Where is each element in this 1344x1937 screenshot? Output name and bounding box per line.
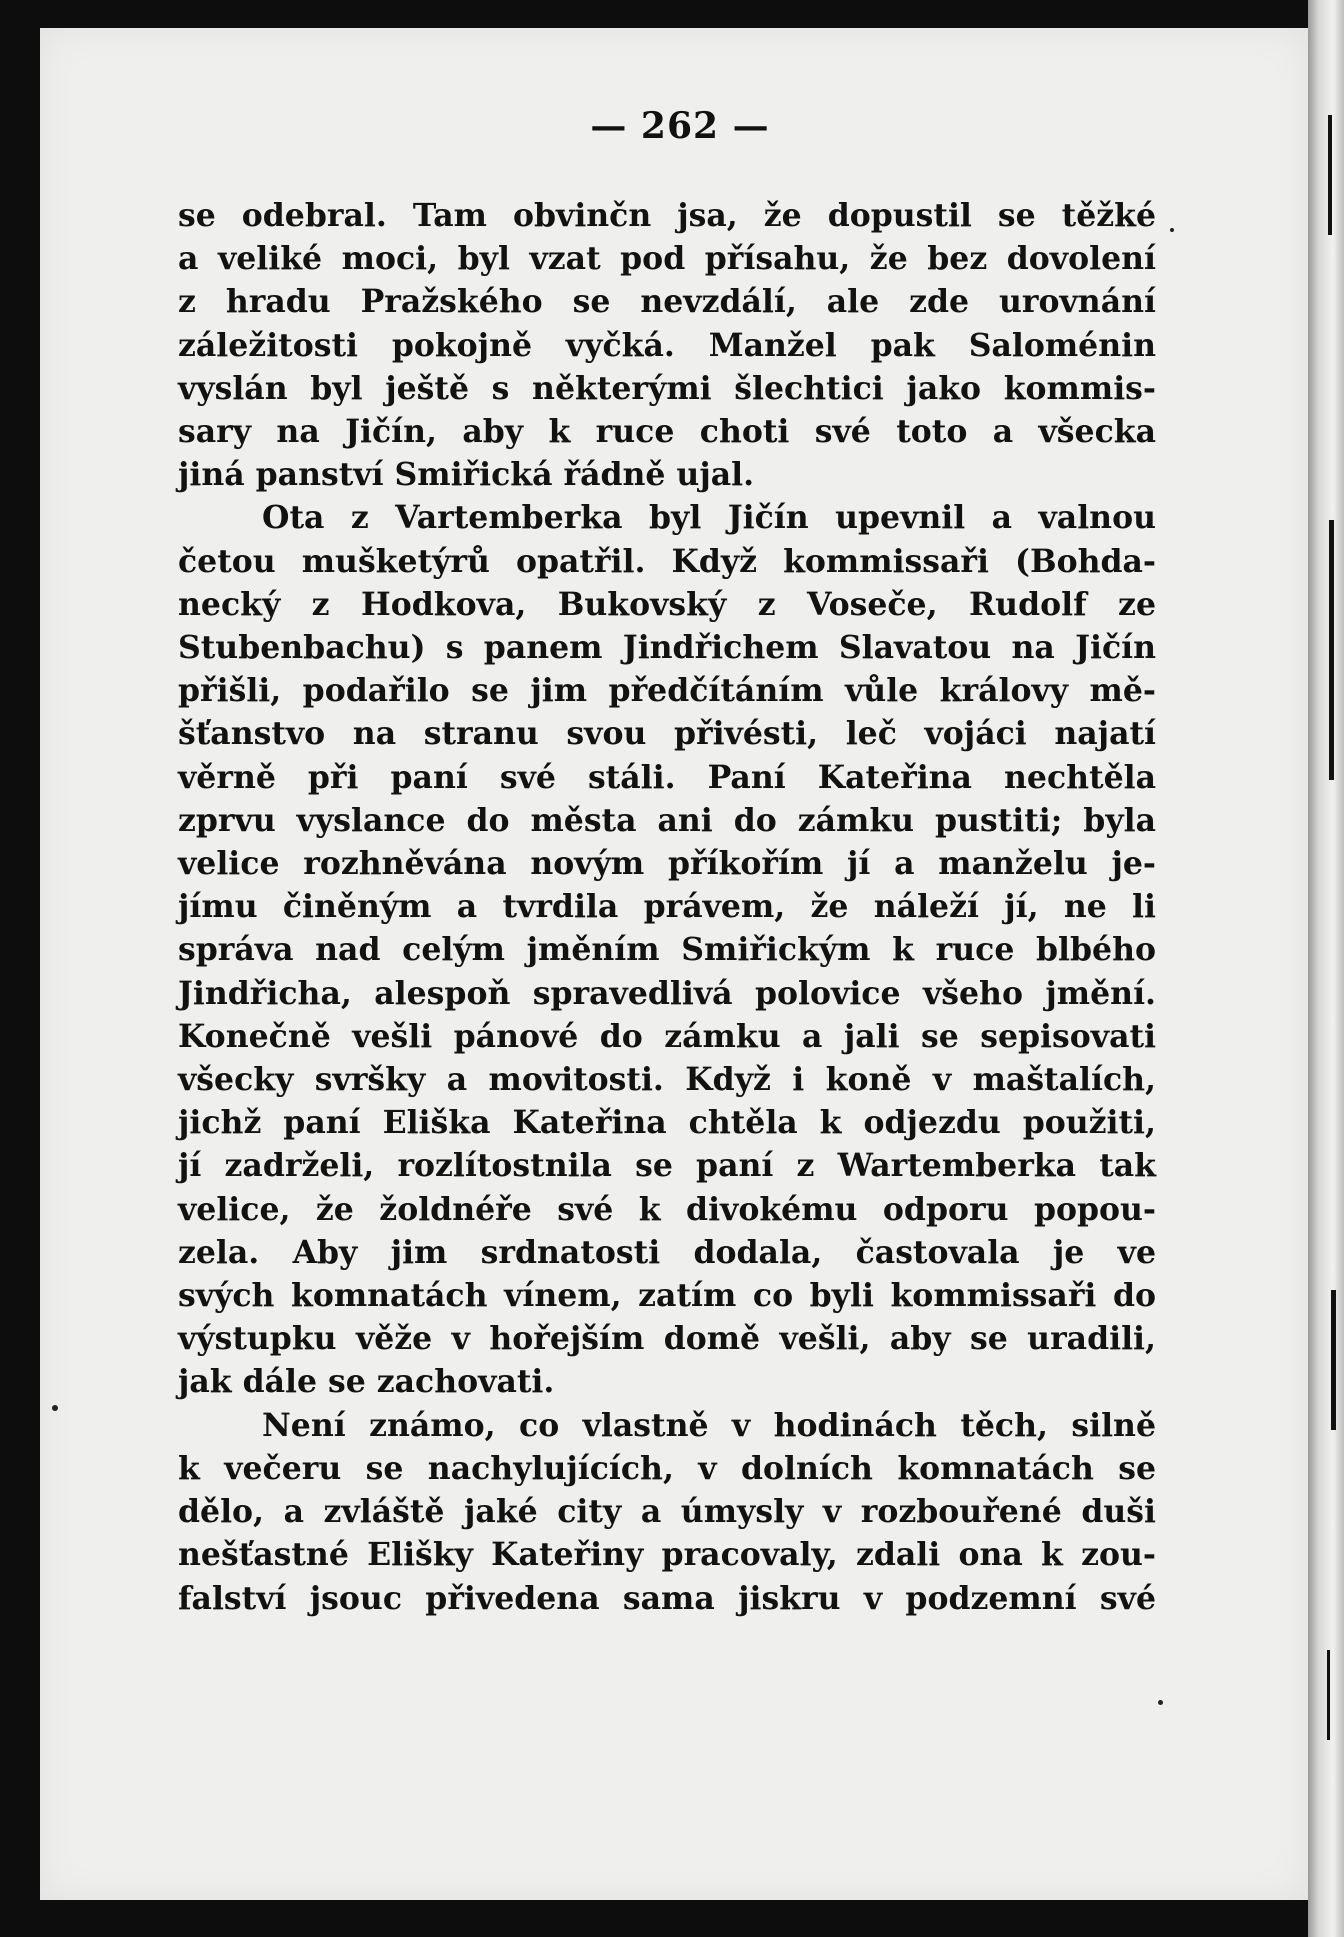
text-line: četou mušketýrů opatřil. Když kommissaři (Bohda- [178, 542, 1156, 580]
text-line: sary na Jičín, aby k ruce choti své toto a všecka [178, 413, 1156, 451]
page-number: — 262 — [590, 105, 770, 147]
text-line: věrně při paní své stáli. Paní Kateřina nechtěla [178, 758, 1156, 796]
text-line: zela. Aby jim srdnatosti dodala, častovala je ve [178, 1233, 1156, 1271]
text-line: šťanstvo na stranu svou přivésti, leč vojáci najatí [178, 715, 1156, 753]
dust-speck [1170, 228, 1174, 232]
edge-mark [1327, 1650, 1330, 1740]
text-line: Jindřicha, alespoň spravedlivá polovice všeho jmění. [178, 974, 1156, 1012]
text-line: velice rozhněvána novým příkořím jí a manželu je- [178, 845, 1156, 883]
text-line: správa nad celým jměním Smiřickým k ruce blbého [178, 931, 1156, 969]
text-line: výstupku věže v hořejším domě vešli, aby se uradili, [178, 1320, 1156, 1358]
text-line: jímu činěným a tvrdila právem, že náleží jí, ne li [178, 888, 1156, 926]
text-line: jak dále se zachovati. [178, 1363, 555, 1401]
text-line: Ota z Vartemberka byl Jičín upevnil a valnou [262, 499, 1156, 537]
paragraph [178, 194, 1156, 496]
text-line: záležitosti pokojně vyčká. Manžel pak Saloménin [178, 326, 1156, 364]
text-line: vyslán byl ještě s některými šlechtici jako kommis- [178, 369, 1156, 407]
text-line: a veliké moci, byl vzat pod přísahu, že bez dovolení [178, 240, 1156, 278]
paragraph [178, 1404, 1156, 1620]
text-line: nešťastné Elišky Kateřiny pracovaly, zdali ona k zou- [178, 1536, 1156, 1574]
text-line: dělo, a zvláště jaké city a úmysly v rozbouřené duši [178, 1493, 1156, 1531]
text-line: jí zadrželi, rozlítostnila se paní z Wartemberka tak [178, 1147, 1156, 1185]
edge-mark [1328, 115, 1332, 235]
paragraph [178, 496, 1156, 1403]
edge-mark [1331, 1290, 1336, 1430]
text-line: k večeru se nachylujících, v dolních komnatách se [178, 1449, 1156, 1487]
text-line: se odebral. Tam obvinčn jsa, že dopustil se těžké [178, 197, 1156, 234]
text-line: svých komnatách vínem, zatím co byli kommissaři do [178, 1277, 1156, 1315]
text-line: jiná panství Smiřická řádně ujal. [178, 456, 755, 494]
text-line: falství jsouc přivedena sama jiskru v podzemní své [178, 1579, 1156, 1617]
text-line: jichž paní Eliška Kateřina chtěla k odjezdu použiti, [178, 1104, 1156, 1142]
text-line: všecky svršky a movitosti. Když i koně v maštalích, [178, 1061, 1156, 1099]
text-line: Stubenbachu) s panem Jindřichem Slavatou na Jičín [178, 629, 1156, 667]
text-line: Konečně vešli pánové do zámku a jali se sepisovati [178, 1017, 1156, 1055]
text-line: přišli, podařilo se jim předčítáním vůle královy mě- [178, 672, 1156, 710]
text-line: necký z Hodkova, Bukovský z Voseče, Rudolf ze [178, 585, 1156, 623]
dust-speck [52, 1405, 58, 1411]
text-line: velice, že žoldnéře své k divokému odporu popou- [178, 1190, 1156, 1228]
edge-mark [1329, 520, 1334, 780]
page-edge [1308, 0, 1344, 1937]
text-line: zprvu vyslance do města ani do zámku pustiti; byla [178, 801, 1156, 839]
body-text [178, 194, 1156, 1620]
text-line: Není známo, co vlastně v hodinách těch, silně [262, 1406, 1156, 1444]
text-line: z hradu Pražského se nevzdálí, ale zde urovnání [178, 283, 1156, 321]
dust-speck [1158, 1700, 1163, 1705]
